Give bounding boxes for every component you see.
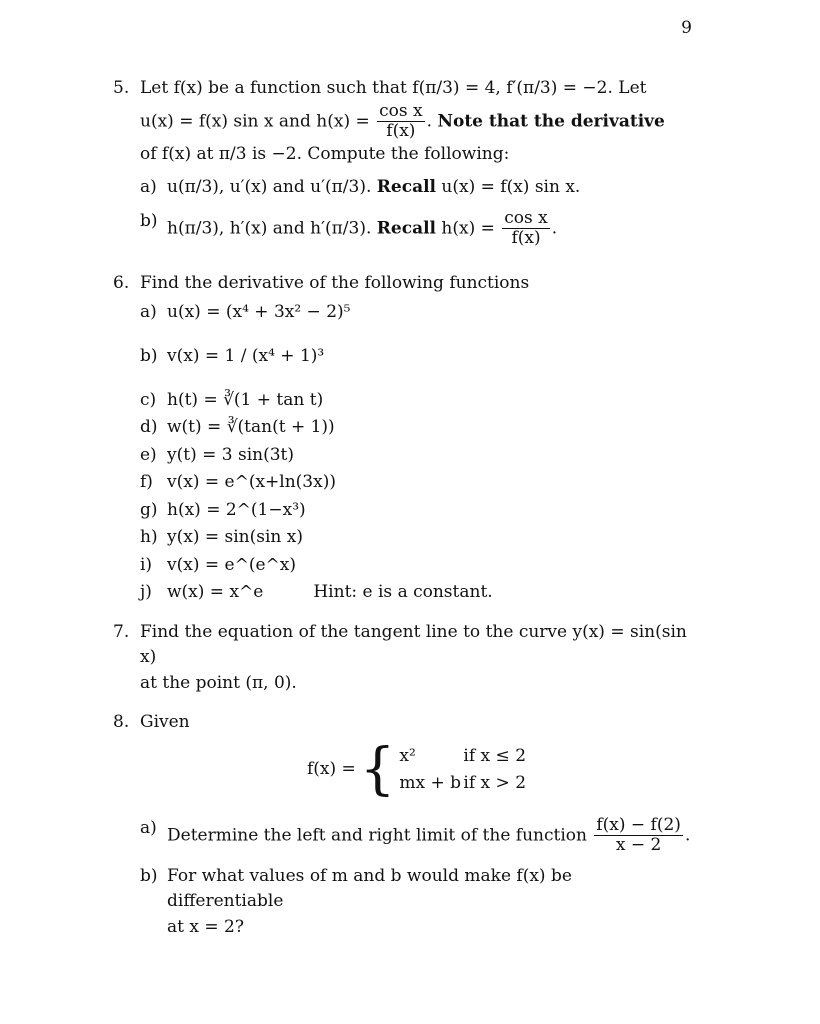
list-item <box>140 300 693 326</box>
problem-5b-label: b) <box>140 210 158 231</box>
problem-7-number: 7. <box>113 621 130 642</box>
list-item <box>140 388 693 414</box>
h-recall-fraction <box>502 209 549 249</box>
problem-5-line1: Let f(x) be a function such that f(π/3) = 4, f′(π/3) = −2. Let <box>140 78 647 98</box>
problem-6 <box>113 271 693 606</box>
problem-7-line2: at the point (π, 0). <box>140 672 297 693</box>
problem-8-given: Given <box>140 712 190 733</box>
case-expr: mx + b <box>399 772 462 793</box>
page-number: 9 <box>681 18 692 38</box>
item-expr: v(x) = e^(e^x) <box>167 554 296 575</box>
case-cond: if x ≤ 2 <box>463 746 527 767</box>
worksheet-content <box>113 76 693 950</box>
list-item <box>140 553 693 579</box>
h-recall-denominator: f(x) <box>502 228 549 249</box>
piecewise-function <box>140 736 693 802</box>
problem-6-number: 6. <box>113 272 130 293</box>
problem-5a-recall: Recall <box>376 177 437 198</box>
problem-6-title: Find the derivative of the following functions <box>140 272 530 293</box>
item-expr: v(x) = 1 / (x⁴ + 1)³ <box>167 345 325 366</box>
difference-quotient-numerator: f(x) − f(2) <box>596 814 681 835</box>
case-expr: x² <box>399 746 416 767</box>
problem-5a-recall-expr: u(x) = f(x) sin x. <box>441 177 581 198</box>
item-label: b) <box>140 345 158 366</box>
item-expr: w(x) = x^e <box>167 582 264 603</box>
problem-8b-label: b) <box>140 865 158 886</box>
item-label: a) <box>140 302 157 323</box>
problem-8b <box>140 864 693 941</box>
problem-5a-label: a) <box>140 177 157 198</box>
problem-5b: b) h(π/3), h′(x) and h′(π/3). Recall h(x) = $\frac{\text{cos x}}{f(x)}$ . <box>140 207 558 249</box>
problem-5a-text: u(π/3), u′(x) and u′(π/3). <box>167 177 372 198</box>
h-recall-numerator: cos x <box>504 207 548 228</box>
problem-5b-text: h(π/3), h′(x) and h′(π/3). <box>167 218 372 239</box>
item-expr: y(t) = 3 sin(3t) <box>167 444 294 465</box>
item-expr: h(t) = ∛(1 + tan t) <box>167 389 324 410</box>
list-item <box>140 415 693 441</box>
hint-text: Hint: e is a constant. <box>313 582 493 603</box>
case-row <box>399 743 526 769</box>
item-label: j) <box>140 582 152 603</box>
item-expr: y(x) = sin(sin x) <box>167 527 303 548</box>
item-expr: w(t) = ∛(tan(t + 1)) <box>167 417 335 438</box>
list-item <box>140 525 693 551</box>
piecewise-lhs: f(x) = <box>306 758 356 779</box>
difference-quotient-denominator: x − 2 <box>594 835 683 856</box>
h-fraction-numerator: cos x <box>379 100 423 121</box>
problem-5b-recall: Recall <box>376 218 437 239</box>
h-fraction-denominator: f(x) <box>377 121 424 142</box>
problem-8a: a) Determine the left and right limit of the function $\frac{f(x) - f(2)}{x - 2}$ . <box>140 814 691 856</box>
case-cond: if x > 2 <box>463 772 527 793</box>
problem-5 <box>113 76 693 249</box>
problem-5-line2-lead: u(x) = f(x) sin x and h(x) = <box>140 111 370 132</box>
item-label: i) <box>140 554 153 575</box>
item-label: f) <box>140 472 153 493</box>
list-item <box>140 443 693 469</box>
problem-6-list <box>140 300 693 606</box>
problem-8a-text: Determine the left and right limit of the function <box>167 825 587 846</box>
problem-5a <box>140 175 693 201</box>
list-item <box>140 498 693 524</box>
problem-8b-line2: at x = 2? <box>167 916 244 937</box>
problem-8b-line1: For what values of m and b would make f(x) be differentiable <box>167 865 572 912</box>
h-fraction <box>377 102 424 142</box>
item-label: d) <box>140 417 158 438</box>
problem-5-note: Note that the derivative <box>437 111 665 132</box>
item-label: e) <box>140 444 157 465</box>
problem-5-line3: of f(x) at π/3 is −2. Compute the following: <box>140 143 510 164</box>
list-item <box>140 328 693 386</box>
piecewise-cases <box>399 743 526 796</box>
item-expr: u(x) = (x⁴ + 3x² − 2)⁵ <box>167 302 351 323</box>
item-expr: v(x) = e^(x+ln(3x)) <box>167 472 336 493</box>
problem-7 <box>113 620 693 697</box>
problem-7-line1: Find the equation of the tangent line to the curve y(x) = sin(sin x) <box>140 621 687 668</box>
problem-5b-recall-expr: h(x) = <box>441 218 495 239</box>
brace-symbol: { <box>359 736 396 802</box>
item-label: h) <box>140 527 158 548</box>
problem-8 <box>113 710 693 940</box>
case-row <box>399 770 526 796</box>
list-item <box>140 470 693 496</box>
item-label: g) <box>140 499 158 520</box>
item-label: c) <box>140 389 157 410</box>
problem-8a-label: a) <box>140 817 157 838</box>
list-item <box>140 580 693 606</box>
item-expr: h(x) = 2^(1−x³) <box>167 499 306 520</box>
difference-quotient <box>594 816 683 856</box>
problem-5-number: 5. <box>113 78 130 98</box>
problem-5-line2: u(x) = f(x) sin x and h(x) = $\frac{\text{cos x}}{f(x)}$ . Note that the derivative <box>140 100 665 142</box>
problem-8-number: 8. <box>113 712 130 733</box>
